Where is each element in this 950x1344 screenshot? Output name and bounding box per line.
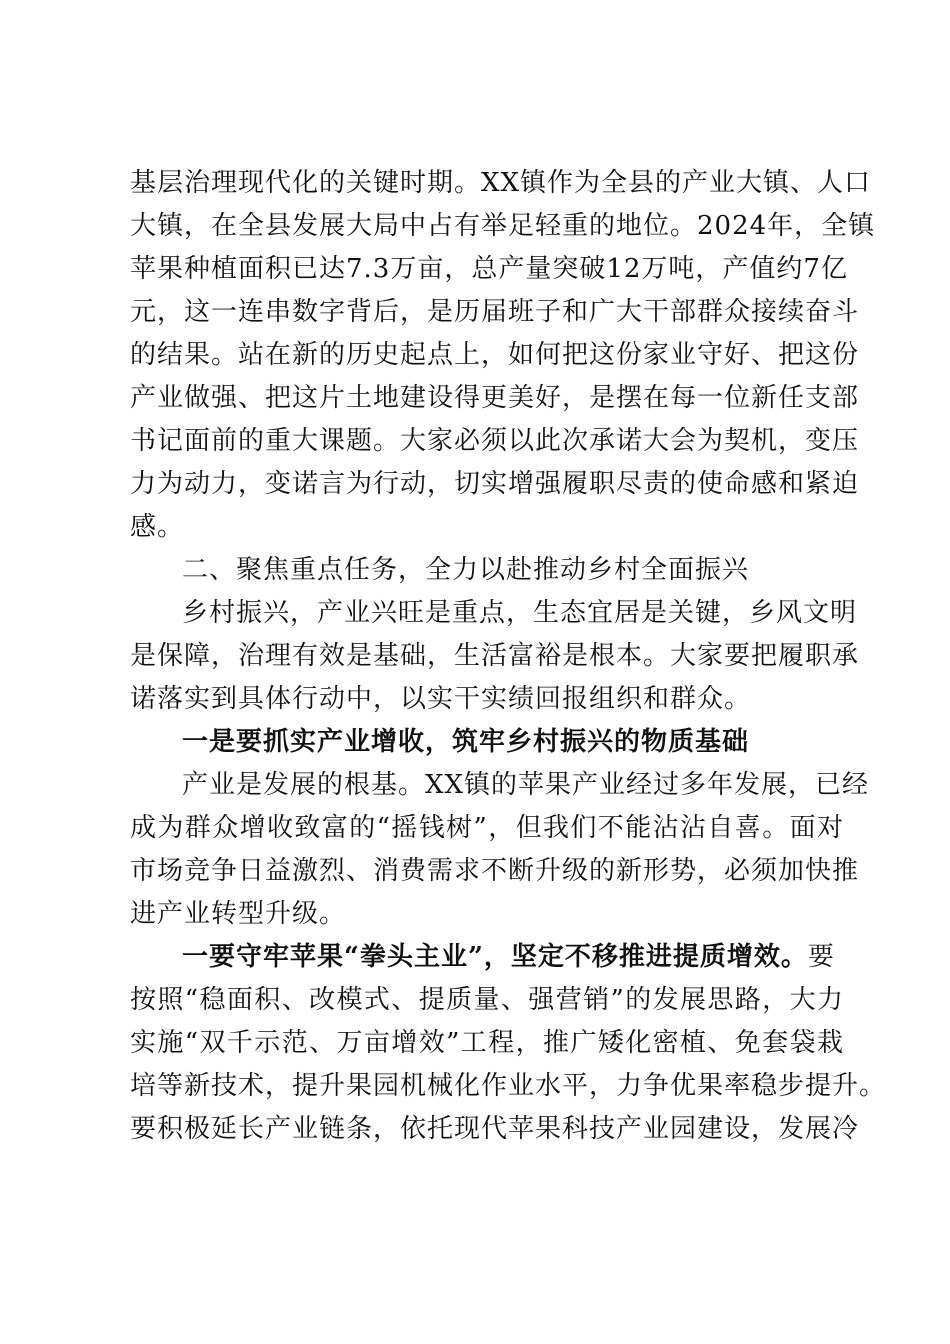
paragraph-line: 元，这一连串数字背后，是历届班子和广大干部群众接续奋斗 <box>130 297 860 327</box>
lead-continuation: 要 <box>807 942 835 972</box>
paragraph-line: 产业是发展的根基。XX镇的苹果产业经过多年发展，已经 <box>182 770 870 800</box>
paragraph-line: 市场竞争日益激烈、消费需求不断升级的新形势，必须加快推 <box>130 856 860 886</box>
section-heading: 二、聚焦重点任务，全力以赴推动乡村全面振兴 <box>182 555 750 585</box>
paragraph-line: 力为动力，变诺言为行动，切实增强履职尽责的使命感和紧迫 <box>130 469 860 499</box>
paragraph-line: 实施“双千示范、万亩增效”工程，推广矮化密植、免套袋栽 <box>130 1028 844 1058</box>
paragraph-line: 是保障，治理有效是基础，生活富裕是根本。大家要把履职承 <box>130 641 860 671</box>
paragraph-line: 感。 <box>130 512 185 542</box>
paragraph-line: 按照“稳面积、改模式、提质量、强营销”的发展思路，大力 <box>130 985 844 1015</box>
paragraph-line: 培等新技术，提升果园机械化作业水平，力争优果率稳步提升。 <box>130 1071 887 1101</box>
document-body <box>130 162 887 1151</box>
paragraph-line: 要积极延长产业链条，依托现代苹果科技产业园建设，发展冷 <box>130 1114 860 1144</box>
paragraph-line: 乡村振兴，产业兴旺是重点，生态宜居是关键，乡风文明 <box>182 598 858 628</box>
paragraph-line: 大镇，在全县发展大局中占有举足轻重的地位。2024年，全镇 <box>130 211 876 241</box>
paragraph-line <box>130 936 844 979</box>
paragraph-line: 产业做强、把这片土地建设得更美好，是摆在每一位新任支部 <box>130 383 860 413</box>
bold-lead-sentence: 一要守牢苹果“拳头主业”，坚定不移推进提质增效。 <box>182 942 808 972</box>
paragraph-line: 书记面前的重大课题。大家必须以此次承诺大会为契机，变压 <box>130 426 860 456</box>
subsection-heading: 一是要抓实产业增收，筑牢乡村振兴的物质基础 <box>182 727 750 757</box>
paragraph-line: 进产业转型升级。 <box>130 899 347 929</box>
paragraph-line: 基层治理现代化的关键时期。XX镇作为全县的产业大镇、人口 <box>130 168 872 198</box>
paragraph-line: 苹果种植面积已达7.3万亩，总产量突破12万吨，产值约7亿 <box>130 254 848 284</box>
paragraph-line: 诺落实到具体行动中，以实干实绩回报组织和群众。 <box>130 684 752 714</box>
paragraph-line: 成为群众增收致富的“摇钱树”，但我们不能沾沾自喜。面对 <box>130 813 844 843</box>
paragraph-line: 的结果。站在新的历史起点上，如何把这份家业守好、把这份 <box>130 340 860 370</box>
